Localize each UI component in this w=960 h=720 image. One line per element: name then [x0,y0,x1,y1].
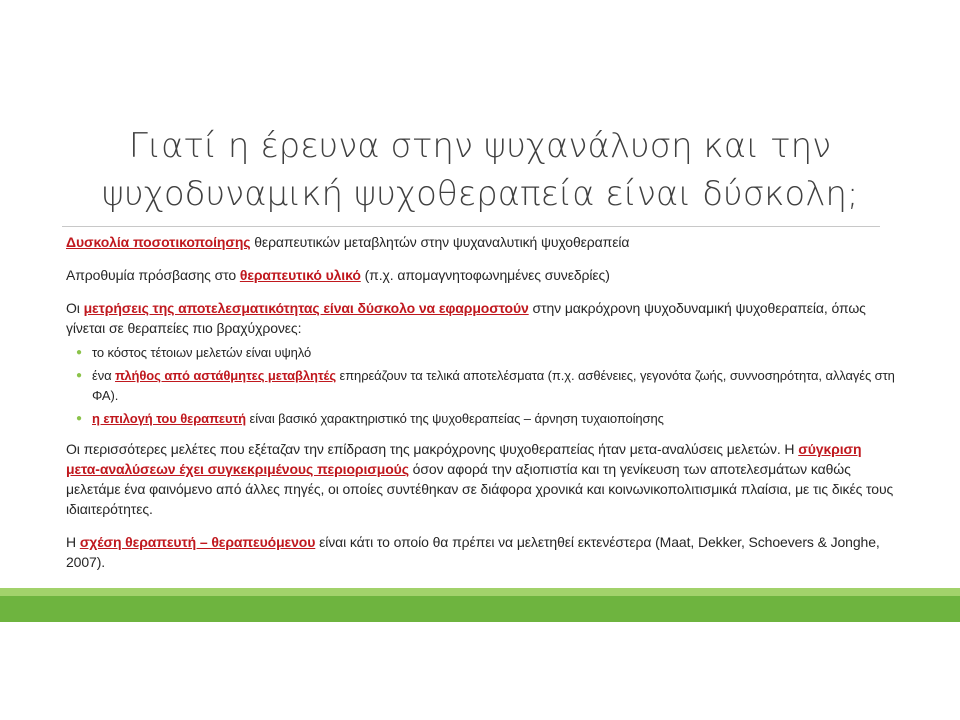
footer-band-dark [0,596,960,622]
highlight-quantification: Δυσκολία ποσοτικοποίησης [66,234,251,250]
list-item [74,343,896,363]
list-item-text: το κόστος τέτοιων μελετών είναι υψηλό [92,345,312,360]
highlight-therapist-choice: η επιλογή του θεραπευτή [92,411,247,426]
paragraph-text-pre: Οι [66,300,84,316]
list-item [74,366,896,406]
highlight-relationship: σχέση θεραπευτή – θεραπευόμενου [79,534,316,550]
list-item-text-pre: ένα [92,368,116,383]
slide-body [66,232,896,585]
paragraph-text-post: όσον αφορά την αξιοπιστία και τη γενίκευση των αποτελεσμάτων καθώς μελετάμε ένα φαινόμενο από άλλες πηγές, οι οποίες συντέθηκαν σε διάφορα χρονικά και κοινωνικοπολιτισμικά πλαίσια, με τις δικές τους ιδιαιτερότητες. [66,461,894,517]
highlight-effectiveness: μετρήσεις της αποτελεσματικότητας είναι δύσκολο να εφαρμοστούν [83,300,529,316]
title-line-2: ψυχοδυναμική ψυχοθεραπεία είναι δύσκολη; [101,174,859,214]
paragraph-text-pre: Απροθυμία πρόσβασης στο [66,267,240,283]
list-item [74,409,896,429]
list-item-text-post: επηρεάζουν τα τελικά αποτελέσματα (π.χ. ασθένειες, γεγονότα ζωής, συννοσηρότητα, αλλαγές στη ΦΑ). [92,368,895,403]
bullet-icon: ● [76,370,82,381]
bullet-icon: ● [76,347,82,358]
title-divider [62,226,880,227]
footer-band-light [0,588,960,596]
title-line-1: Γιατί η έρευνα στην ψυχανάλυση και την [128,126,832,166]
paragraph-material-access [66,265,896,285]
slide-title [60,122,900,218]
highlight-variables: πλήθος από αστάθμητες μεταβλητές [115,368,336,383]
paragraph-therapeutic-relationship [66,532,896,572]
paragraph-effectiveness-measures [66,298,896,338]
bullet-icon: ● [76,413,82,424]
highlight-meta-analysis-limits: σύγκριση μετα-αναλύσεων έχει συγκεκριμένους περιορισμούς [66,441,862,477]
paragraph-text-post: είναι κάτι το οποίο θα πρέπει να μελετηθεί εκτενέστερα (Maat, Dekker, Schoevers & Jonghe, 2007). [66,534,880,570]
paragraph-text: θεραπευτικών μεταβλητών στην ψυχαναλυτική ψυχοθεραπεία [250,234,630,250]
paragraph-text-pre: Οι περισσότερες μελέτες που εξέταζαν την επίδραση της μακρόχρονης ψυχοθεραπείας ήταν μετα-αναλύσεις μελετών. Η [66,441,799,457]
paragraph-quantification [66,232,896,252]
paragraph-text-post: στην μακρόχρονη ψυχοδυναμική ψυχοθεραπεία, όπως γίνεται σε θεραπείες πιο βραχύχρονες: [66,300,866,336]
paragraph-text-pre: Η [66,534,80,550]
list-item-text-post: είναι βασικό χαρακτηριστικό της ψυχοθεραπείας – άρνηση τυχαιοποίησης [246,411,664,426]
paragraph-meta-analyses [66,439,896,519]
effectiveness-sublist [66,343,896,429]
paragraph-text-post: (π.χ. απομαγνητοφωνημένες συνεδρίες) [360,267,610,283]
highlight-therapeutic-material: θεραπευτικό υλικό [239,267,361,283]
